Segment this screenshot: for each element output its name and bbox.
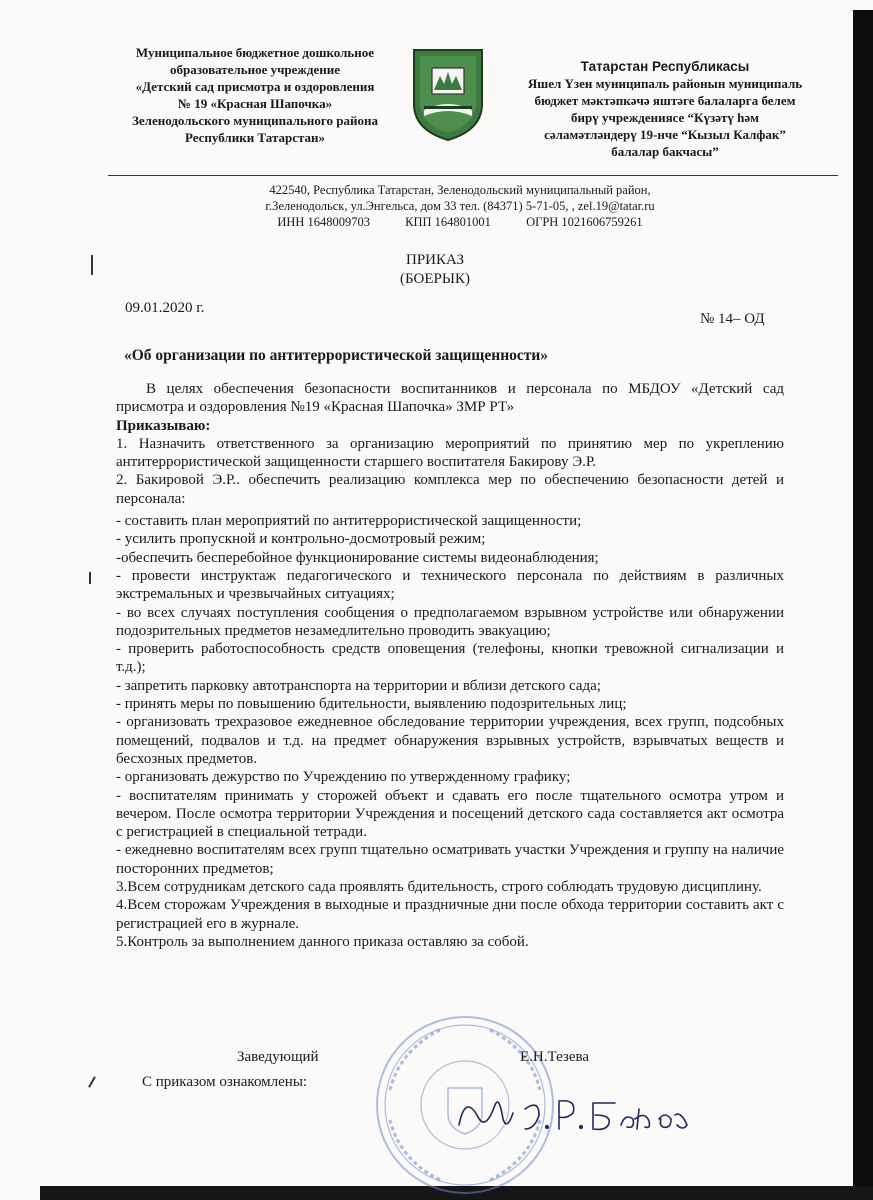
order-body <box>116 380 784 951</box>
zelenodolsk-coat-of-arms-icon <box>410 46 486 142</box>
order-word: Приказываю: <box>116 417 211 434</box>
order-title-block <box>300 251 570 289</box>
list-item: - усилить пропускной и контрольно-досмотровый режим; <box>116 531 486 548</box>
order-title-tatar: (БОЕРЫК) <box>400 271 470 287</box>
list-item: - провести инструктаж педагогического и технического персонала по действиям в различных экстремальных и чрезвычайных ситуациях; <box>116 567 784 603</box>
acknowledged-label: С приказом ознакомлены: <box>142 1074 308 1090</box>
address-line: г.Зеленодольск, ул.Энгельса, дом 33 тел. (84371) 5-71-05, , zel.19@tatar.ru <box>265 199 655 213</box>
order-point-5: 5.Контроль за выполнением данного приказа оставляю за собой. <box>116 933 529 950</box>
list-item: - принять меры по повышению бдительности, выявлению подозрительных лиц; <box>116 696 627 713</box>
registration-ids <box>200 214 720 230</box>
header-right-line: сәламәтләндерү 19-нче “Кызыл Калфак” <box>544 127 786 142</box>
signatory-position: Заведующий <box>237 1049 319 1065</box>
header-right-line: бюджет мәктәпкәчә яштәге балаларга белем <box>534 93 796 108</box>
ogrn: ОГРН 1021606759261 <box>526 215 643 229</box>
scan-mark <box>91 255 93 275</box>
header-left-line: Муниципальное бюджетное дошкольное <box>135 45 375 60</box>
handwritten-signature-icon <box>455 1085 695 1145</box>
address-block <box>200 182 720 230</box>
list-item: - во всех случаях поступления сообщения о предполагаемом взрывном устройстве или обнаружении подозрительных предметов незамедлительно проводить эвакуацию; <box>116 604 784 639</box>
inn: ИНН 1648009703 <box>277 215 371 229</box>
list-item: - организовать дежурство по Учреждению по утвержденному графику; <box>116 769 571 786</box>
list-item: - воспитателям принимать у сторожей объект и сдавать его после тщательного осмотра утром и вечером. После осмотра территории Учреждения и посещений детского сада составляется акт осмотра с регистрацией в специальной тетради. <box>116 787 784 841</box>
header-right-line: Яшел Үзен муниципаль районын муниципаль <box>527 76 803 91</box>
header-right-org-name <box>500 58 830 160</box>
list-item: - организовать трехразовое ежедневное обследование территории учреждения, всех групп, подсобных помещений, подвалов и т.д. на предмет обнаружения взрывных устройств, взрывчатых веществ и бесхозных предметов. <box>116 714 784 767</box>
header-divider <box>108 175 838 176</box>
header-left-line: Республики Татарстан» <box>184 130 326 145</box>
header-right-line: бирү учреждениясе “Күзәтү һәм <box>571 110 759 125</box>
order-subject: «Об организации по антитеррористической защищенности» <box>124 347 549 364</box>
list-item: - составить план мероприятий по антитеррористической защищенности; <box>116 513 582 530</box>
order-point-1: 1. Назначить ответственного за организацию мероприятий по принятию мер по укреплению антитеррористической защищенности старшего воспитателя Бакирову Э.Р. <box>116 435 784 471</box>
header-left-line: Зеленодольского муниципального района <box>132 113 378 128</box>
signatory-name: Е.Н.Тезева <box>520 1049 590 1065</box>
header-left-line: образовательное учреждение <box>170 62 340 77</box>
list-item: - запретить парковку автотранспорта на территории и вблизи детского сада; <box>116 677 601 694</box>
order-point-3: 3.Всем сотрудникам детского сада проявлять бдительность, строго соблюдать трудовую дисциплину. <box>116 879 762 896</box>
order-point-2: 2. Бакировой Э.Р.. обеспечить реализацию комплекса мер по обеспечению безопасности детей и персонала: <box>116 472 784 507</box>
scan-mark <box>88 1076 96 1087</box>
scan-edge-right <box>853 10 873 1200</box>
kpp: КПП 164801001 <box>405 215 491 229</box>
scan-mark <box>89 572 91 584</box>
header-left-line: «Детский сад присмотра и оздоровления <box>135 79 375 94</box>
list-item: - проверить работоспособность средств оповещения (телефоны, кнопки тревожной сигнализации и т.д.); <box>116 641 784 676</box>
order-number: № 14– ОД <box>700 311 765 327</box>
header-right-title: Татарстан Республикасы <box>580 59 750 74</box>
header-right-line: балалар бакчасы” <box>611 144 719 159</box>
intro-paragraph: В целях обеспечения безопасности воспитанников и персонала по МБДОУ «Детский сад присмотра и оздоровления №19 «Красная Шапочка» ЗМР РТ» <box>116 381 784 416</box>
header-left-line: № 19 «Красная Шапочка» <box>177 96 333 111</box>
list-item: - ежедневно воспитателям всех групп тщательно осматривать участки Учреждения и группу на наличие посторонних предметов; <box>116 842 784 877</box>
order-title: ПРИКАЗ <box>406 252 464 268</box>
header-left-org-name <box>110 44 400 146</box>
order-date: 09.01.2020 г. <box>125 300 205 316</box>
address-line: 422540, Республика Татарстан, Зеленодольский муниципальный район, <box>269 183 651 197</box>
order-point-4: 4.Всем сторожам Учреждения в выходные и праздничные дни после обхода территории составить акт с регистрацией его в журнале. <box>116 897 784 932</box>
list-item: -обеспечить бесперебойное функционирование системы видеонаблюдения; <box>116 549 599 566</box>
